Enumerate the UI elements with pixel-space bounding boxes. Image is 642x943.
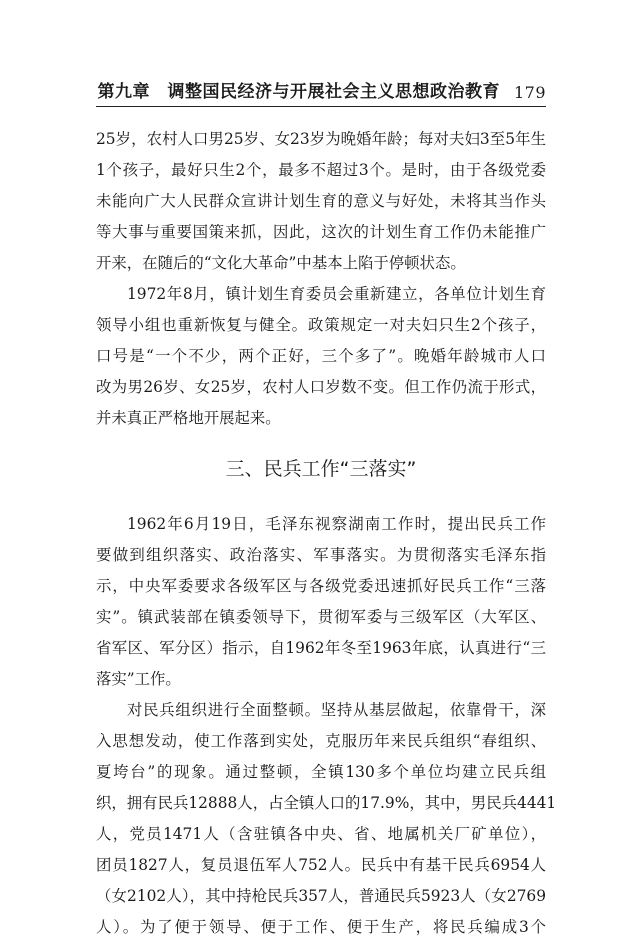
text-line: 夏垮台”的现象。通过整顿，全镇130多个单位均建立民兵组: [96, 763, 546, 781]
text-line: 入思想发动，使工作落到实处，克服历年来民兵组织“春组织、: [96, 732, 546, 750]
text-line: 25岁，农村人口男25岁、女23岁为晚婚年龄；每对夫妇3至5年生: [96, 130, 546, 148]
text-line: （女2102人），其中持枪民兵357人，普通民兵5923人（女2769: [96, 887, 546, 905]
text-line: 织，拥有民兵12888人，占全镇人口的17.9%，其中，男民兵4441: [96, 794, 557, 812]
text-line: 1972年8月，镇计划生育委员会重新建立，各单位计划生育: [127, 285, 546, 303]
text-line: 省军区、军分区）指示，自1962年冬至1963年底，认真进行“三: [96, 639, 546, 657]
paragraph: [96, 279, 546, 434]
text-line: 落实”工作。: [96, 670, 181, 688]
text-line: 人）。为了便于领导、便于工作、便于生产，将民兵编成3个: [96, 918, 546, 936]
text-line: 1个孩子，最好只生2个，最多不超过3个。是时，由于各级党委: [96, 161, 546, 179]
text-line: 实”。镇武装部在镇委领导下，贯彻军委与三级军区（大军区、: [96, 608, 546, 626]
text-line: 1962年6月19日，毛泽东视察湖南工作时，提出民兵工作: [127, 515, 546, 533]
text-line: 开来，在随后的“文化大革命”中基本上陷于停顿状态。: [96, 254, 466, 272]
text-line: 对民兵组织进行全面整顿。坚持从基层做起，依靠骨干，深: [127, 701, 546, 719]
text-line: 改为男26岁、女25岁，农村人口岁数不变。但工作仍流于形式，: [96, 378, 546, 396]
text-line: 示，中央军委要求各级军区与各级党委迅速抓好民兵工作“三落: [96, 577, 546, 595]
paragraph: [96, 695, 557, 943]
text-line: 等大事与重要国策来抓，因此，这次的计划生育工作仍未能推广: [96, 223, 546, 241]
section-heading: 三、民兵工作“三落实”: [225, 458, 417, 480]
body-text: [96, 124, 557, 943]
text-line: 团员1827人，复员退伍军人752人。民兵中有基干民兵6954人: [96, 856, 546, 874]
text-line: 人，党员1471人（含驻镇各中央、省、地属机关厂矿单位），: [96, 825, 546, 843]
header-rule: [96, 106, 546, 107]
page-number: 179: [513, 83, 546, 102]
text-line: 未能向广大人民群众宣讲计划生育的意义与好处，未将其当作头: [96, 192, 546, 210]
paragraph: [96, 509, 546, 695]
text-line: 要做到组织落实、政治落实、军事落实。为贯彻落实毛泽东指: [96, 546, 546, 564]
chapter-title: 第九章 调整国民经济与开展社会主义思想政治教育: [97, 82, 500, 102]
paragraph: [96, 124, 546, 279]
text-line: 并未真正严格地开展起来。: [96, 409, 281, 427]
text-line: 领导小组也重新恢复与健全。政策规定一对夫妇只生2个孩子，: [96, 316, 546, 334]
text-line: 口号是“一个不少，两个正好，三个多了”。晚婚年龄城市人口: [96, 347, 546, 365]
running-header: [96, 74, 546, 102]
